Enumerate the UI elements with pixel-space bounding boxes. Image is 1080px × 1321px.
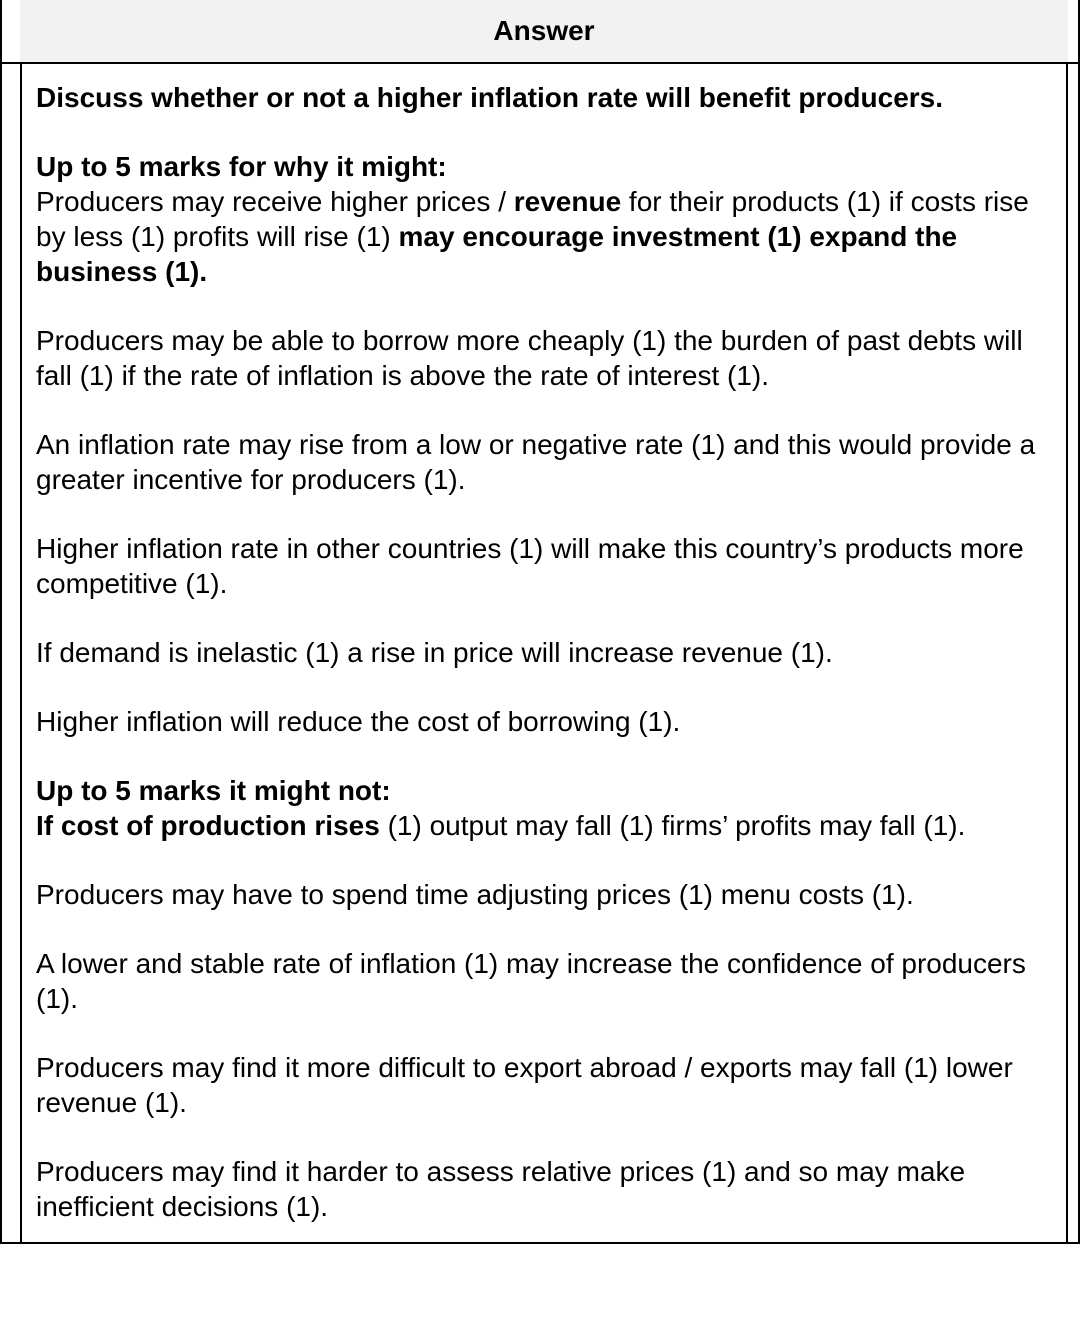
table-border-left-inner	[20, 0, 22, 1244]
for-point-6: Higher inflation will reduce the cost of borrowing (1).	[36, 706, 681, 737]
for-point-3: An inflation rate may rise from a low or negative rate (1) and this would provide a greater incentive for producers (1).	[36, 429, 1036, 495]
for-point-2: Producers may be able to borrow more cheaply (1) the burden of past debts will fall (1) if the rate of inflation is above the rate of interest (1).	[36, 325, 1023, 391]
against-point-1a: If cost of production rises	[36, 810, 380, 841]
against-point-3: A lower and stable rate of inflation (1) may increase the confidence of producers (1).	[36, 948, 1026, 1014]
table-header	[20, 0, 1068, 64]
against-heading: Up to 5 marks it might not:	[36, 775, 391, 806]
table-border-bottom	[0, 1242, 1080, 1244]
for-block	[36, 149, 1060, 289]
for-point-5: If demand is inelastic (1) a rise in price will increase revenue (1).	[36, 637, 833, 668]
header-divider-left	[0, 62, 20, 64]
against-point-2: Producers may have to spend time adjusting prices (1) menu costs (1).	[36, 879, 914, 910]
for-heading: Up to 5 marks for why it might:	[36, 151, 447, 182]
against-point-5: Producers may find it harder to assess relative prices (1) and so may make inefficient decisions (1).	[36, 1156, 966, 1222]
header-answer-label: Answer	[493, 15, 595, 46]
table-border-right-inner	[1066, 0, 1068, 1244]
header-divider-right	[1066, 62, 1080, 64]
against-block	[36, 773, 1060, 843]
for-point-1d: may encourage investment (1) expand the business (1).	[36, 221, 958, 287]
for-point-4: Higher inflation rate in other countries (1) will make this country’s products more competitive (1).	[36, 533, 1024, 599]
for-point-1c: for their products (1) if costs rise by less (1) profits will rise (1)	[36, 186, 1029, 252]
for-point-1b: revenue	[513, 186, 622, 217]
against-point-4: Producers may find it more difficult to export abroad / exports may fall (1) lower revenue (1).	[36, 1052, 1013, 1118]
question-text: Discuss whether or not a higher inflation rate will benefit producers.	[36, 82, 944, 113]
table-border-left-outer	[0, 0, 2, 1244]
for-point-1a: Producers may receive higher prices /	[36, 186, 514, 217]
against-point-1b: (1) output may fall (1) firms’ profits may fall (1).	[379, 810, 966, 841]
answer-cell	[36, 80, 1060, 1258]
